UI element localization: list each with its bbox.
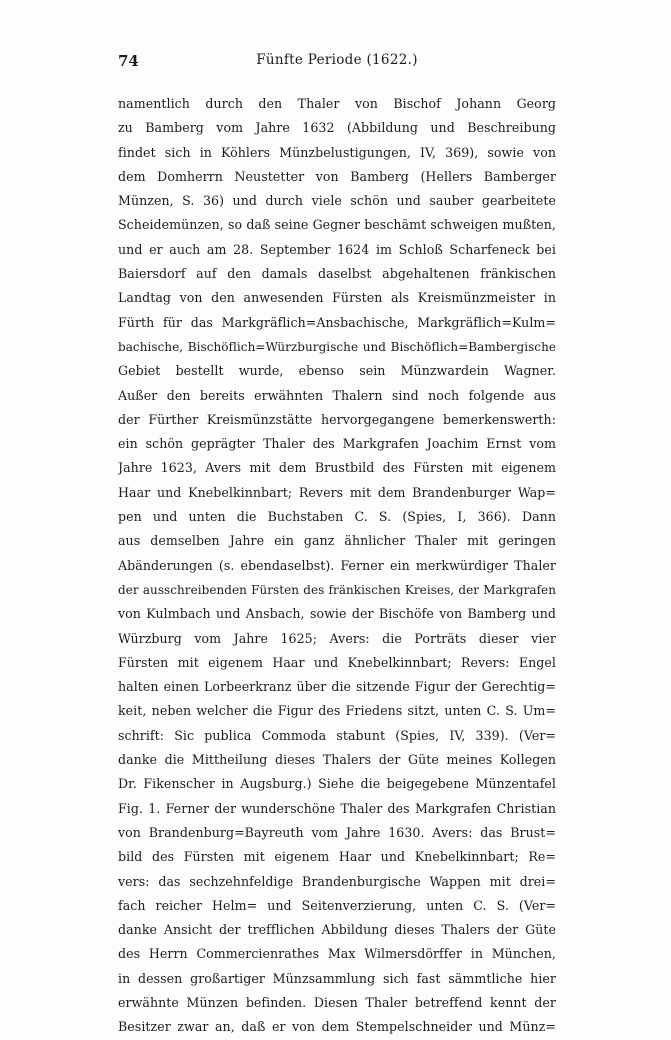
text-line: erwähnte Münzen befinden. Diesen Thaler betreffend kennt der <box>118 994 556 1010</box>
text-line: bild des Fürsten mit eigenem Haar und Knebelkinnbart; Re= <box>118 849 556 865</box>
text-line: Landtag von den anwesenden Fürsten als Kreismünzmeister in <box>118 290 556 306</box>
text-line: und er auch am 28. September 1624 im Schloß Scharfeneck bei <box>118 241 556 257</box>
text-line: Scheidemünzen, so daß seine Gegner beschämt schweigen mußten, <box>118 217 556 233</box>
text-line: halten einen Lorbeerkranz über die sitzende Figur der Gerechtig= <box>118 679 556 695</box>
text-line: findet sich in Köhlers Münzbelustigungen, IV, 369), sowie von <box>118 144 556 160</box>
text-line: der ausschreibenden Fürsten des fränkischen Kreises, der Markgrafen <box>118 582 556 597</box>
text-line: in dessen großartiger Münzsammlung sich fast sämmtliche hier <box>118 970 556 986</box>
text-line: namentlich durch den Thaler von Bischof Johann Georg <box>118 96 556 111</box>
text-line: danke die Mittheilung dieses Thalers der Güte meines Kollegen <box>118 752 556 768</box>
text-line: Abänderungen (s. ebendaselbst). Ferner ein merkwürdiger Thaler <box>118 557 556 573</box>
text-line: fach reicher Helm= und Seitenverzierung, unten C. S. (Ver= <box>118 897 556 913</box>
text-line: Außer den bereits erwähnten Thalern sind noch folgende aus <box>118 387 556 403</box>
text-line: Dr. Fikenscher in Augsburg.) Siehe die beigegebene Münzentafel <box>118 776 556 792</box>
text-line: der Fürther Kreismünzstätte hervorgegangene bemerkenswerth: <box>118 411 556 427</box>
text-line: vers: das sechzehnfeldige Brandenburgische Wappen mit drei= <box>118 873 556 889</box>
text-line: pen und unten die Buchstaben C. S. (Spies, I, 366). Dann <box>118 509 556 525</box>
text-line: bachische, Bischöflich=Würzburgische und Bischöflich=Bambergische <box>118 339 556 354</box>
text-line: dem Domherrn Neustetter von Bamberg (Hellers Bamberger <box>118 168 556 184</box>
text-line: Gebiet bestellt wurde, ebenso sein Münzwardein Wagner. <box>118 363 556 379</box>
text-line: Besitzer zwar an, daß er von dem Stempelschneider und Münz= <box>118 1019 556 1035</box>
page-number: 74 <box>118 52 139 70</box>
running-head: Fünfte Periode (1622.) <box>256 52 418 68</box>
text-line: Würzburg vom Jahre 1625; Avers: die Porträts dieser vier <box>118 630 556 646</box>
text-line: Jahre 1623, Avers mit dem Brustbild des Fürsten mit eigenem <box>118 460 556 476</box>
text-line: danke Ansicht der trefflichen Abbildung dieses Thalers der Güte <box>118 922 556 938</box>
text-line: zu Bamberg vom Jahre 1632 (Abbildung und Beschreibung <box>118 120 556 136</box>
text-line: Fürth für das Markgräflich=Ansbachische, Markgräflich=Kulm= <box>118 314 556 330</box>
page-header <box>118 52 556 74</box>
text-line: von Brandenburg=Bayreuth vom Jahre 1630. Avers: das Brust= <box>118 824 556 840</box>
text-line: Münzen, S. 36) und durch viele schön und sauber gearbeitete <box>118 193 556 209</box>
text-line: Fürsten mit eigenem Haar und Knebelkinnbart; Revers: Engel <box>118 654 556 670</box>
text-line: schrift: Sic publica Commoda stabunt (Spies, IV, 339). (Ver= <box>118 727 556 743</box>
body-text <box>118 92 556 1040</box>
text-line: aus demselben Jahre ein ganz ähnlicher Thaler mit geringen <box>118 533 556 549</box>
text-line: Fig. 1. Ferner der wunderschöne Thaler des Markgrafen Christian <box>118 800 556 816</box>
text-line: keit, neben welcher die Figur des Friedens sitzt, unten C. S. Um= <box>118 703 556 719</box>
text-line: von Kulmbach und Ansbach, sowie der Bischöfe von Bamberg und <box>118 606 556 622</box>
text-line: Baiersdorf auf den damals daselbst abgehaltenen fränkischen <box>118 266 556 282</box>
text-line: Haar und Knebelkinnbart; Revers mit dem Brandenburger Wap= <box>118 484 556 500</box>
text-line: des Herrn Commercienrathes Max Wilmersdörffer in München, <box>118 946 556 962</box>
text-line: ein schön geprägter Thaler des Markgrafen Joachim Ernst vom <box>118 436 556 452</box>
